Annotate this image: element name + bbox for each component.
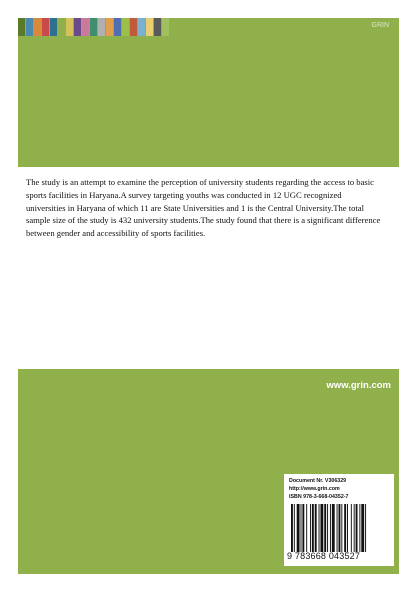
color-stripe (138, 18, 145, 36)
color-stripe (74, 18, 81, 36)
color-stripe (82, 18, 89, 36)
barcode-bar (361, 504, 364, 552)
color-stripe (50, 18, 57, 36)
isbn-number: ISBN 978-3-668-04352-7 (289, 494, 349, 500)
color-stripe (58, 18, 65, 36)
color-stripe (98, 18, 105, 36)
barcode-bar (306, 504, 307, 552)
barcode-bar (302, 504, 304, 552)
document-number: Document Nr. V306329 (289, 478, 347, 484)
color-stripe (114, 18, 121, 36)
barcode-bar (315, 504, 317, 552)
barcode-bar (319, 504, 320, 552)
publisher-tag: GRIN (371, 22, 389, 29)
barcode-bar (332, 504, 335, 552)
barcode-bar (297, 504, 300, 552)
color-stripe (146, 18, 153, 36)
color-stripe (106, 18, 113, 36)
color-stripe (18, 18, 25, 36)
color-stripe (90, 18, 97, 36)
color-stripe (34, 18, 41, 36)
barcode-bar (310, 504, 311, 552)
color-stripe (162, 18, 169, 36)
barcode-bar (330, 504, 331, 552)
abstract-text: The study is an attempt to examine the perception of university students regarding the access to basic sports facilities in Haryana.A survey targeting youths was conducted in 12 UGC recognized universities in Haryana of which 11 are State Universities and 1 is the Central University.The total sample size of the study is 432 university students.The study found that there is a significant difference between gender and accessibility of sports facilities. (26, 177, 381, 239)
barcode-bar (365, 504, 366, 552)
barcode-bar (356, 504, 358, 552)
color-stripe (122, 18, 129, 36)
barcode-bar (337, 504, 338, 552)
barcode-bar (351, 504, 352, 552)
barcode-bar (339, 504, 341, 552)
color-stripe (154, 18, 161, 36)
color-stripe (26, 18, 33, 36)
color-stripe (42, 18, 49, 36)
barcode-bar (294, 504, 295, 552)
barcode-digits: 9 783668 043527 (287, 551, 361, 561)
barcode-bar (324, 504, 326, 552)
barcode-bar (301, 504, 302, 552)
color-stripe (130, 18, 137, 36)
barcode-bar (344, 504, 346, 552)
barcode-website: http://www.grin.com (289, 486, 340, 492)
barcode-bar (312, 504, 314, 552)
barcode-bar (327, 504, 328, 552)
barcode-bars (291, 504, 389, 552)
color-stripe-bar (18, 18, 170, 36)
publisher-url[interactable]: www.grin.com (326, 380, 391, 391)
barcode-bar (320, 504, 323, 552)
barcode-bar (354, 504, 355, 552)
barcode-bar (291, 504, 293, 552)
barcode-bar (347, 504, 348, 552)
barcode-bar (341, 504, 342, 552)
top-cover-panel (18, 18, 399, 167)
barcode-bar (359, 504, 360, 552)
color-stripe (66, 18, 73, 36)
